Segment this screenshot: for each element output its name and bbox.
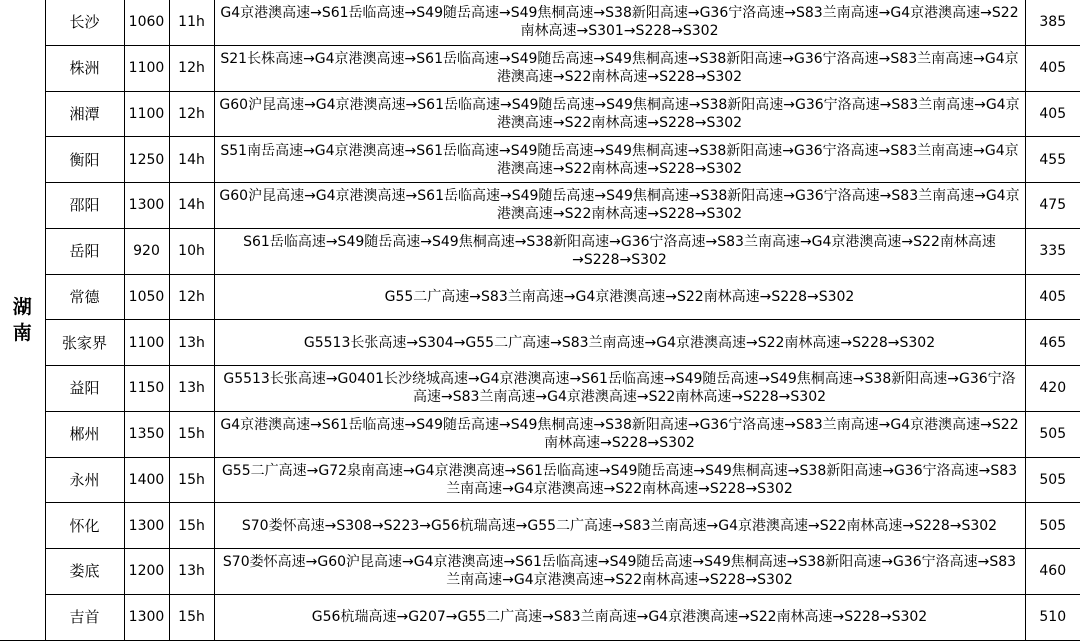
time-cell: 13h (169, 549, 214, 595)
distance-cell: 1100 (124, 91, 169, 137)
fee-cell: 505 (1025, 457, 1080, 503)
city-cell: 张家界 (45, 320, 124, 366)
distance-cell: 1100 (124, 320, 169, 366)
fee-cell: 405 (1025, 274, 1080, 320)
route-cell: G55二广高速→S83兰南高速→G4京港澳高速→S22南林高速→S228→S302 (214, 274, 1025, 320)
fee-cell: 510 (1025, 594, 1080, 640)
city-cell: 衡阳 (45, 137, 124, 183)
time-cell: 11h (169, 0, 214, 45)
city-cell: 常德 (45, 274, 124, 320)
table-row (0, 45, 1080, 91)
time-cell: 14h (169, 137, 214, 183)
city-cell: 怀化 (45, 503, 124, 549)
distance-cell: 1350 (124, 411, 169, 457)
table-row (0, 411, 1080, 457)
time-cell: 15h (169, 411, 214, 457)
province-cell (0, 0, 45, 640)
route-cell: S70娄怀高速→S308→S223→G56杭瑞高速→G55二广高速→S83兰南高速→G4京港澳高速→S22南林高速→S228→S302 (214, 503, 1025, 549)
table-row (0, 183, 1080, 229)
distance-cell: 1100 (124, 45, 169, 91)
route-cell: G4京港澳高速→S61岳临高速→S49随岳高速→S49焦桐高速→S38新阳高速→G36宁洛高速→S83兰南高速→G4京港澳高速→S22南林高速→S228→S302 (214, 411, 1025, 457)
route-cell: G56杭瑞高速→G207→G55二广高速→S83兰南高速→G4京港澳高速→S22南林高速→S228→S302 (214, 594, 1025, 640)
time-cell: 10h (169, 228, 214, 274)
city-cell: 永州 (45, 457, 124, 503)
time-cell: 15h (169, 457, 214, 503)
table-row (0, 91, 1080, 137)
table-row (0, 457, 1080, 503)
time-cell: 13h (169, 320, 214, 366)
route-cell: S21长株高速→G4京港澳高速→S61岳临高速→S49随岳高速→S49焦桐高速→S38新阳高速→G36宁洛高速→S83兰南高速→G4京港澳高速→S22南林高速→S228→S302 (214, 45, 1025, 91)
fee-cell: 335 (1025, 228, 1080, 274)
distance-cell: 1050 (124, 274, 169, 320)
fee-cell: 405 (1025, 45, 1080, 91)
route-cell: G5513长张高速→S304→G55二广高速→S83兰南高速→G4京港澳高速→S22南林高速→S228→S302 (214, 320, 1025, 366)
city-cell: 益阳 (45, 366, 124, 412)
city-cell: 邵阳 (45, 183, 124, 229)
route-cell: G60沪昆高速→G4京港澳高速→S61岳临高速→S49随岳高速→S49焦桐高速→S38新阳高速→G36宁洛高速→S83兰南高速→G4京港澳高速→S22南林高速→S228→S302 (214, 91, 1025, 137)
table-row (0, 137, 1080, 183)
time-cell: 15h (169, 594, 214, 640)
distance-cell: 1250 (124, 137, 169, 183)
route-cell: G4京港澳高速→S61岳临高速→S49随岳高速→S49焦桐高速→S38新阳高速→G36宁洛高速→S83兰南高速→G4京港澳高速→S22南林高速→S301→S228→S302 (214, 0, 1025, 45)
fee-cell: 460 (1025, 549, 1080, 595)
distance-cell: 1200 (124, 549, 169, 595)
route-cell: S51南岳高速→G4京港澳高速→S61岳临高速→S49随岳高速→S49焦桐高速→S38新阳高速→G36宁洛高速→S83兰南高速→G4京港澳高速→S22南林高速→S228→S302 (214, 137, 1025, 183)
distance-cell: 1060 (124, 0, 169, 45)
table-row (0, 594, 1080, 640)
time-cell: 14h (169, 183, 214, 229)
distance-cell: 1300 (124, 503, 169, 549)
time-cell: 15h (169, 503, 214, 549)
route-cell: S61岳临高速→S49随岳高速→S49焦桐高速→S38新阳高速→G36宁洛高速→S83兰南高速→G4京港澳高速→S22南林高速→S228→S302 (214, 228, 1025, 274)
fee-cell: 405 (1025, 91, 1080, 137)
distance-cell: 1300 (124, 183, 169, 229)
city-cell: 湘潭 (45, 91, 124, 137)
city-cell: 长沙 (45, 0, 124, 45)
fee-cell: 505 (1025, 411, 1080, 457)
province-label: 湖南 (12, 295, 32, 344)
distance-cell: 1400 (124, 457, 169, 503)
table-row (0, 274, 1080, 320)
route-cell: G5513长张高速→G0401长沙绕城高速→G4京港澳高速→S61岳临高速→S49随岳高速→S49焦桐高速→S38新阳高速→G36宁洛高速→S83兰南高速→G4京港澳高速→S22南林高速→S228→S302 (214, 366, 1025, 412)
route-cell: G60沪昆高速→G4京港澳高速→S61岳临高速→S49随岳高速→S49焦桐高速→S38新阳高速→G36宁洛高速→S83兰南高速→G4京港澳高速→S22南林高速→S228→S302 (214, 183, 1025, 229)
city-cell: 娄底 (45, 549, 124, 595)
fee-cell: 385 (1025, 0, 1080, 45)
table-row (0, 549, 1080, 595)
fee-cell: 465 (1025, 320, 1080, 366)
table-row (0, 320, 1080, 366)
fee-cell: 455 (1025, 137, 1080, 183)
fee-cell: 505 (1025, 503, 1080, 549)
city-cell: 吉首 (45, 594, 124, 640)
distance-cell: 1150 (124, 366, 169, 412)
table-row (0, 0, 1080, 45)
distance-cell: 920 (124, 228, 169, 274)
time-cell: 12h (169, 274, 214, 320)
fee-cell: 475 (1025, 183, 1080, 229)
time-cell: 12h (169, 45, 214, 91)
distance-cell: 1300 (124, 594, 169, 640)
table-row (0, 503, 1080, 549)
fee-cell: 420 (1025, 366, 1080, 412)
route-cell: S70娄怀高速→G60沪昆高速→G4京港澳高速→S61岳临高速→S49随岳高速→S49焦桐高速→S38新阳高速→G36宁洛高速→S83兰南高速→G4京港澳高速→S22南林高速→S228→S302 (214, 549, 1025, 595)
time-cell: 12h (169, 91, 214, 137)
city-cell: 岳阳 (45, 228, 124, 274)
time-cell: 13h (169, 366, 214, 412)
route-cell: G55二广高速→G72泉南高速→G4京港澳高速→S61岳临高速→S49随岳高速→S49焦桐高速→S38新阳高速→G36宁洛高速→S83兰南高速→G4京港澳高速→S22南林高速→S228→S302 (214, 457, 1025, 503)
table-row (0, 366, 1080, 412)
table-row (0, 228, 1080, 274)
city-cell: 株洲 (45, 45, 124, 91)
city-cell: 郴州 (45, 411, 124, 457)
